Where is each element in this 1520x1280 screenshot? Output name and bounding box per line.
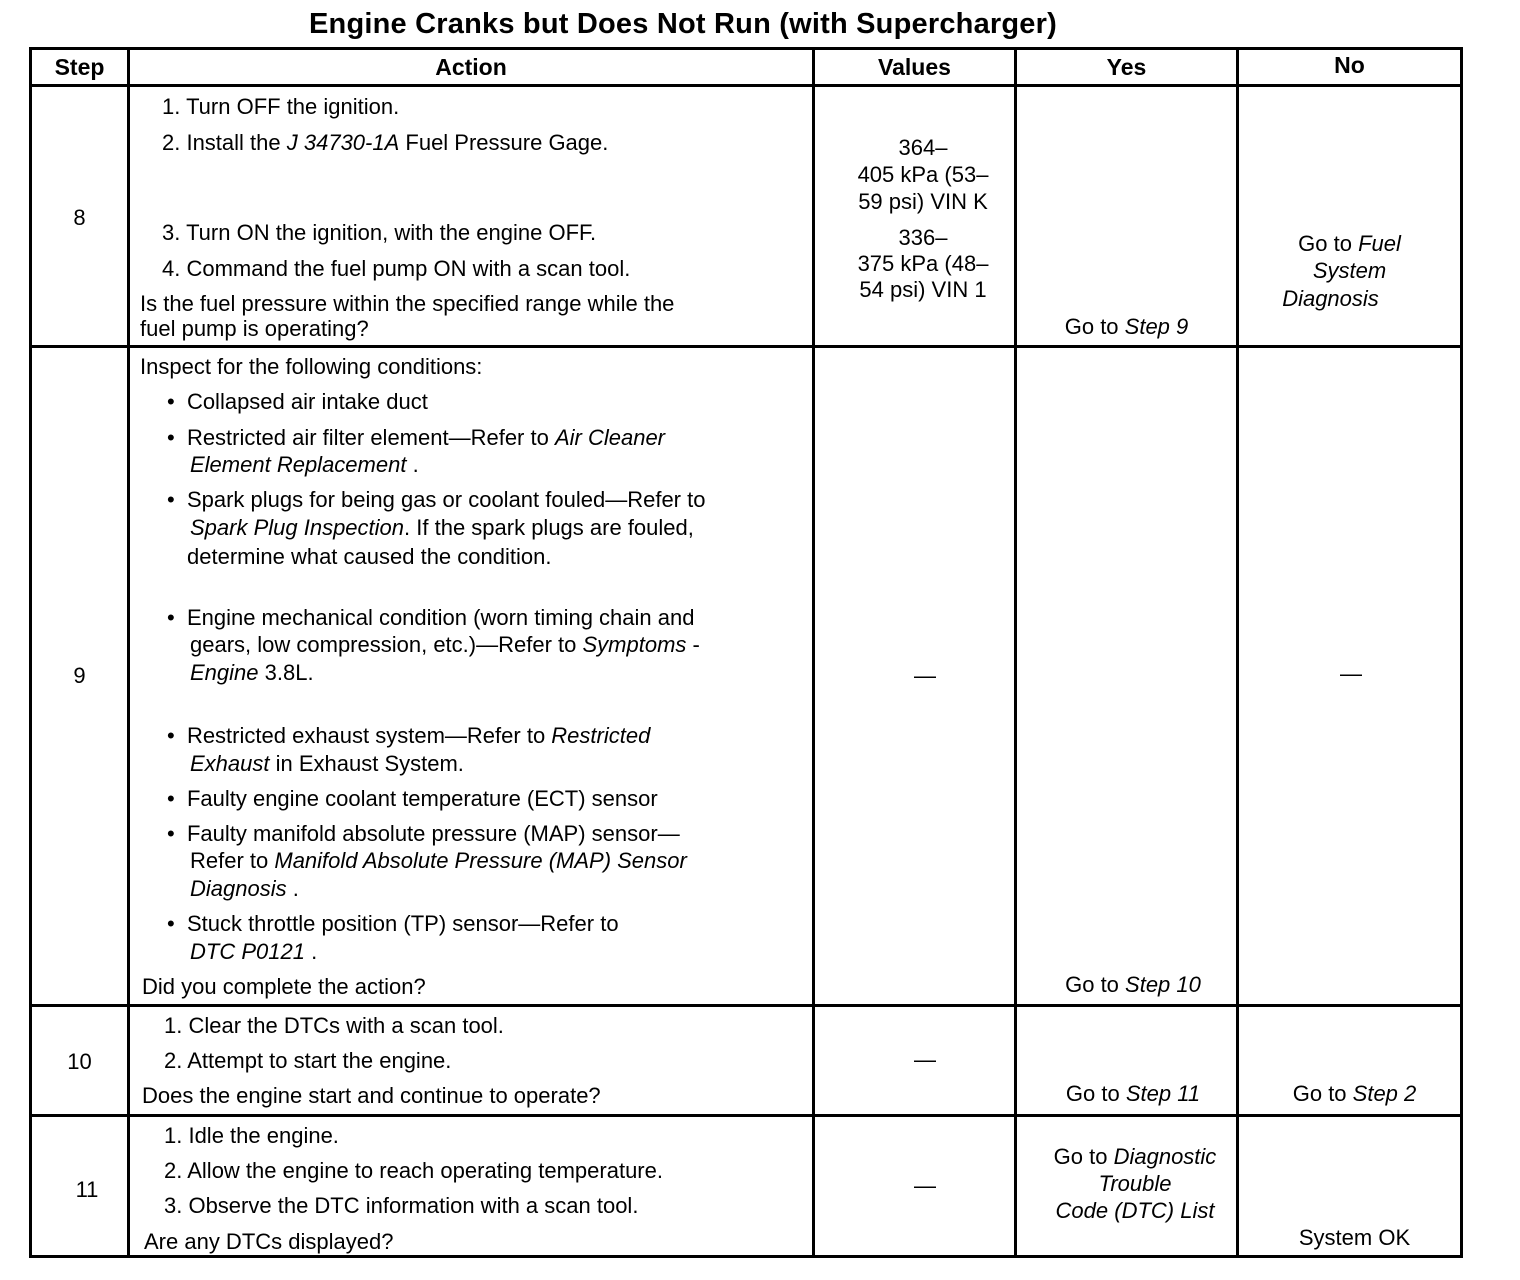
bullet-item-cont: Element Replacement . xyxy=(190,452,419,477)
bullet-item-cont: gears, low compression, etc.)—Refer to Symptoms - xyxy=(190,632,700,657)
bullet-item: • Restricted air filter element—Refer to Air Cleaner xyxy=(167,425,666,450)
bullet-item-cont: Diagnosis . xyxy=(190,876,299,901)
header-no: No xyxy=(1334,52,1365,78)
yes-link[interactable]: Go to Step 9 xyxy=(1064,314,1189,339)
bullet-item: • Stuck throttle position (TP) sensor—Refer to xyxy=(167,911,619,936)
table-top-border xyxy=(29,47,1463,50)
action-question: Does the engine start and continue to operate? xyxy=(142,1083,601,1108)
bullet-item-cont: Engine 3.8L. xyxy=(190,660,314,685)
yes-link[interactable]: Go to Diagnostic xyxy=(1053,1144,1217,1169)
bullet-item: • Spark plugs for being gas or coolant fouled—Refer to xyxy=(167,487,706,512)
yes-link-line[interactable]: Trouble xyxy=(1098,1171,1172,1196)
step-number: 9 xyxy=(73,663,86,688)
column-divider xyxy=(1236,47,1239,1258)
bullet-item-cont: Refer to Manifold Absolute Pressure (MAP) Sensor xyxy=(190,848,687,873)
header-step: Step xyxy=(54,54,105,80)
no-link-line[interactable]: Diagnosis xyxy=(1282,286,1379,311)
value-text: 59 psi) VIN K xyxy=(858,189,988,214)
bullet-item-cont: Spark Plug Inspection. If the spark plugs are fouled, xyxy=(190,515,694,540)
bullet-item: • Faulty manifold absolute pressure (MAP) sensor— xyxy=(167,821,680,846)
no-dash: — xyxy=(1340,661,1362,686)
yes-link-line[interactable]: Code (DTC) List xyxy=(1055,1198,1215,1223)
yes-link[interactable]: Go to Step 10 xyxy=(1065,972,1201,997)
value-text: 336– xyxy=(898,225,948,250)
bullet-item-cont: Exhaust in Exhaust System. xyxy=(190,751,464,776)
row-divider xyxy=(29,345,1463,348)
no-result: System OK xyxy=(1298,1225,1411,1250)
no-link[interactable]: Go to Fuel xyxy=(1298,231,1401,256)
action-question: Is the fuel pressure within the specified range while the xyxy=(140,291,675,316)
value-text: 375 kPa (48– xyxy=(857,251,989,276)
action-question: Are any DTCs displayed? xyxy=(144,1229,394,1254)
page-title: Engine Cranks but Does Not Run (with Supercharger) xyxy=(309,8,1057,40)
row-divider xyxy=(29,1004,1463,1007)
value-text: 364– xyxy=(898,135,948,160)
action-item: 3. Turn ON the ignition, with the engine OFF. xyxy=(162,220,597,245)
header-action: Action xyxy=(435,54,507,80)
action-item: 3. Observe the DTC information with a scan tool. xyxy=(164,1193,639,1218)
step-number: 8 xyxy=(73,205,86,230)
bullet-item-cont: determine what caused the condition. xyxy=(187,544,552,569)
action-item: 1. Turn OFF the ignition. xyxy=(162,94,400,119)
row-divider xyxy=(29,1114,1463,1117)
header-values: Values xyxy=(878,54,951,80)
header-bottom-border xyxy=(29,84,1463,87)
action-item: 2. Allow the engine to reach operating temperature. xyxy=(164,1158,663,1183)
no-link-line[interactable]: System xyxy=(1312,258,1387,283)
column-divider xyxy=(127,47,130,1258)
bullet-item: • Engine mechanical condition (worn timing chain and xyxy=(167,605,695,630)
value-dash: — xyxy=(914,1173,936,1198)
bullet-item: • Restricted exhaust system—Refer to Restricted xyxy=(167,723,651,748)
bullet-item: • Collapsed air intake duct xyxy=(167,389,428,414)
action-question: fuel pump is operating? xyxy=(140,316,369,341)
value-dash: — xyxy=(914,1047,936,1072)
action-item: 2. Install the J 34730-1A Fuel Pressure Gage. xyxy=(162,130,609,155)
value-dash: — xyxy=(914,663,936,688)
yes-link[interactable]: Go to Step 11 xyxy=(1065,1081,1201,1106)
value-text: 54 psi) VIN 1 xyxy=(859,277,987,302)
bullet-item: • Faulty engine coolant temperature (ECT) sensor xyxy=(167,786,658,811)
column-divider xyxy=(1460,47,1463,1258)
bullet-item-cont: DTC P0121 . xyxy=(190,939,318,964)
action-item: 1. Idle the engine. xyxy=(164,1123,339,1148)
action-item: 1. Clear the DTCs with a scan tool. xyxy=(164,1013,504,1038)
no-link[interactable]: Go to Step 2 xyxy=(1292,1081,1417,1106)
table-bottom-border xyxy=(29,1255,1463,1258)
action-question: Did you complete the action? xyxy=(142,974,426,999)
header-yes: Yes xyxy=(1106,54,1147,80)
step-number: 10 xyxy=(67,1049,92,1074)
action-intro: Inspect for the following conditions: xyxy=(140,354,483,379)
step-number: 11 xyxy=(75,1177,99,1202)
value-text: 405 kPa (53– xyxy=(857,162,989,187)
action-item: 4. Command the fuel pump ON with a scan tool. xyxy=(162,256,631,281)
action-item: 2. Attempt to start the engine. xyxy=(164,1048,452,1073)
